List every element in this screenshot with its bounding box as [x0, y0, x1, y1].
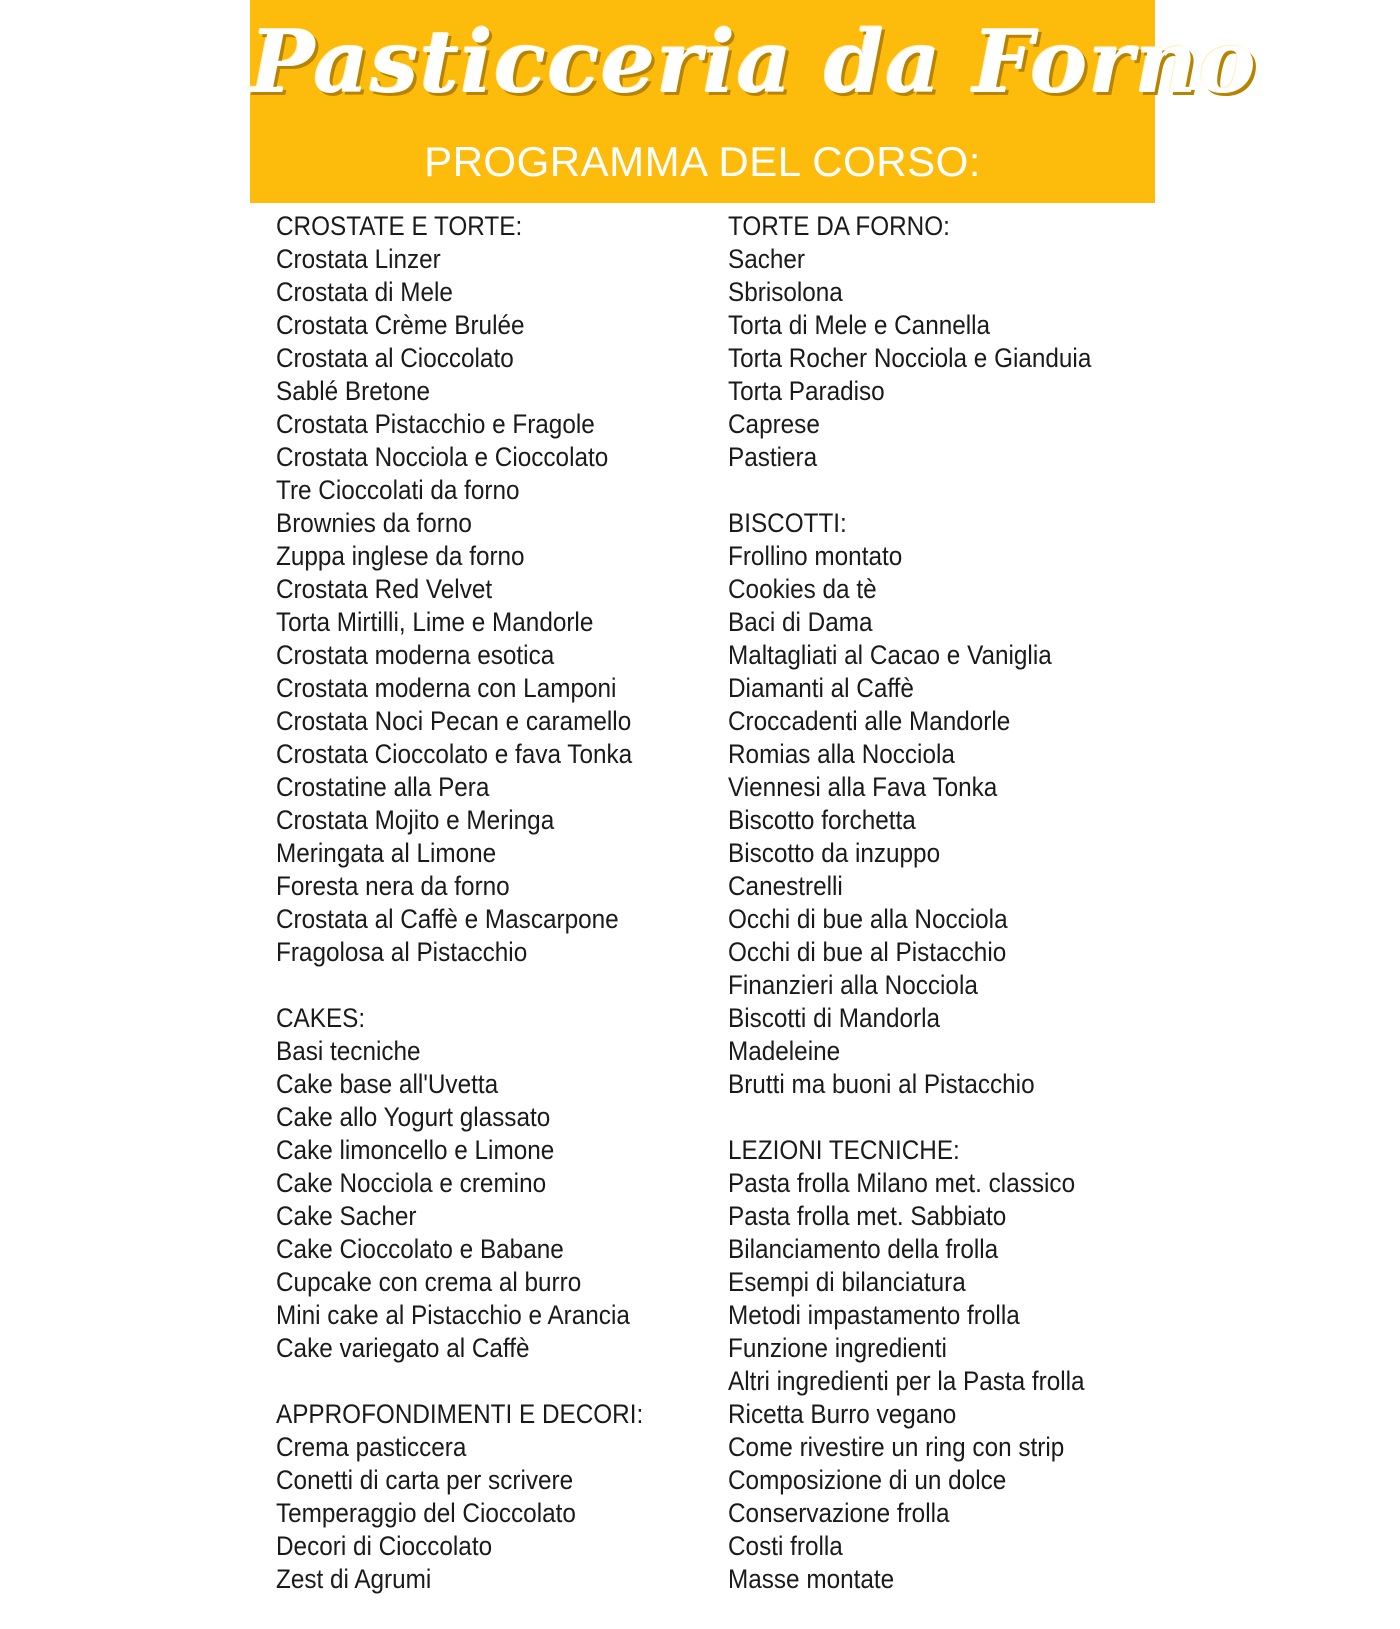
list-item: Crostata Pistacchio e Fragole [276, 409, 595, 439]
section-heading: APPROFONDIMENTI E DECORI: [276, 1399, 644, 1429]
list-item: Caprese [728, 409, 820, 439]
section-heading: TORTE DA FORNO: [728, 211, 950, 241]
list-item: Bilanciamento della frolla [728, 1234, 999, 1264]
list-item: Crostata moderna esotica [276, 640, 555, 670]
list-item: Meringata al Limone [276, 838, 497, 868]
list-item: Crostata al Cioccolato [276, 343, 514, 373]
list-item: Crostata Mojito e Meringa [276, 805, 555, 835]
list-item: Occhi di bue alla Nocciola [728, 904, 1008, 934]
list-item: Masse montate [728, 1564, 895, 1594]
list-item: Crostata Linzer [276, 244, 441, 274]
course-section [276, 1398, 716, 1596]
list-item: Ricetta Burro vegano [728, 1399, 957, 1429]
list-item: Cake limoncello e Limone [276, 1135, 555, 1165]
list-item: Foresta nera da forno [276, 871, 510, 901]
list-item: Funzione ingredienti [728, 1333, 947, 1363]
list-item: Esempi di bilanciatura [728, 1267, 966, 1297]
list-item: Crostata Nocciola e Cioccolato [276, 442, 609, 472]
list-item: Cake Nocciola e cremino [276, 1168, 547, 1198]
course-section [276, 210, 716, 969]
list-item: Torta di Mele e Cannella [728, 310, 991, 340]
list-item: Costi frolla [728, 1531, 843, 1561]
list-item: Torta Mirtilli, Lime e Mandorle [276, 607, 594, 637]
list-item: Torta Paradiso [728, 376, 885, 406]
list-item: Romias alla Nocciola [728, 739, 955, 769]
list-item: Finanzieri alla Nocciola [728, 970, 978, 1000]
list-item: Biscotto forchetta [728, 805, 916, 835]
list-item: Brownies da forno [276, 508, 472, 538]
list-item: Sacher [728, 244, 806, 274]
list-item: Metodi impastamento frolla [728, 1300, 1020, 1330]
list-item: Cake base all'Uvetta [276, 1069, 499, 1099]
list-item: Crostata di Mele [276, 277, 453, 307]
list-item: Cake Cioccolato e Babane [276, 1234, 564, 1264]
course-section [276, 1002, 716, 1365]
list-item: Mini cake al Pistacchio e Arancia [276, 1300, 630, 1330]
page-subtitle: PROGRAMMA DEL CORSO: [424, 138, 981, 185]
course-section [728, 1134, 1168, 1596]
list-item: Crostata Red Velvet [276, 574, 493, 604]
header-banner [250, 0, 1257, 203]
list-item: Pasta frolla met. Sabbiato [728, 1201, 1007, 1231]
list-item: Crostata moderna con Lamponi [276, 673, 617, 703]
list-item: Occhi di bue al Pistacchio [728, 937, 1007, 967]
list-item: Maltagliati al Cacao e Vaniglia [728, 640, 1052, 670]
list-item: Crostata Noci Pecan e caramello [276, 706, 632, 736]
section-heading: CAKES: [276, 1003, 366, 1033]
list-item: Zest di Agrumi [276, 1564, 432, 1594]
right-column [728, 210, 1168, 1629]
list-item: Biscotti di Mandorla [728, 1003, 941, 1033]
list-item: Biscotto da inzuppo [728, 838, 941, 868]
list-item: Torta Rocher Nocciola e Gianduia [728, 343, 1092, 373]
list-item: Cake allo Yogurt glassato [276, 1102, 551, 1132]
course-section [728, 210, 1168, 474]
list-item: Canestrelli [728, 871, 843, 901]
list-item: Conetti di carta per scrivere [276, 1465, 574, 1495]
section-heading: BISCOTTI: [728, 508, 847, 538]
page-title: Pasticceria da Forno [250, 12, 1257, 113]
list-item: Madeleine [728, 1036, 841, 1066]
section-heading: LEZIONI TECNICHE: [728, 1135, 960, 1165]
list-item: Conservazione frolla [728, 1498, 950, 1528]
list-item: Zuppa inglese da forno [276, 541, 525, 571]
list-item: Temperaggio del Cioccolato [276, 1498, 576, 1528]
left-column [276, 210, 716, 1629]
list-item: Pastiera [728, 442, 818, 472]
list-item: Viennesi alla Fava Tonka [728, 772, 998, 802]
list-item: Altri ingredienti per la Pasta frolla [728, 1366, 1085, 1396]
list-item: Brutti ma buoni al Pistacchio [728, 1069, 1035, 1099]
list-item: Fragolosa al Pistacchio [276, 937, 528, 967]
list-item: Cake Sacher [276, 1201, 417, 1231]
course-section [728, 507, 1168, 1101]
list-item: Sbrisolona [728, 277, 843, 307]
list-item: Sablé Bretone [276, 376, 431, 406]
list-item: Pasta frolla Milano met. classico [728, 1168, 1076, 1198]
list-item: Frollino montato [728, 541, 903, 571]
list-item: Cookies da tè [728, 574, 877, 604]
list-item: Decori di Cioccolato [276, 1531, 493, 1561]
list-item: Cupcake con crema al burro [276, 1267, 582, 1297]
list-item: Crema pasticcera [276, 1432, 467, 1462]
list-item: Diamanti al Caffè [728, 673, 914, 703]
list-item: Crostata Cioccolato e fava Tonka [276, 739, 633, 769]
list-item: Come rivestire un ring con strip [728, 1432, 1065, 1462]
list-item: Tre Cioccolati da forno [276, 475, 520, 505]
list-item: Basi tecniche [276, 1036, 421, 1066]
list-item: Crostatine alla Pera [276, 772, 490, 802]
list-item: Composizione di un dolce [728, 1465, 1007, 1495]
list-item: Croccadenti alle Mandorle [728, 706, 1011, 736]
list-item: Cake variegato al Caffè [276, 1333, 530, 1363]
list-item: Crostata al Caffè e Mascarpone [276, 904, 619, 934]
list-item: Crostata Crème Brulée [276, 310, 525, 340]
list-item: Baci di Dama [728, 607, 873, 637]
section-heading: CROSTATE E TORTE: [276, 211, 523, 241]
